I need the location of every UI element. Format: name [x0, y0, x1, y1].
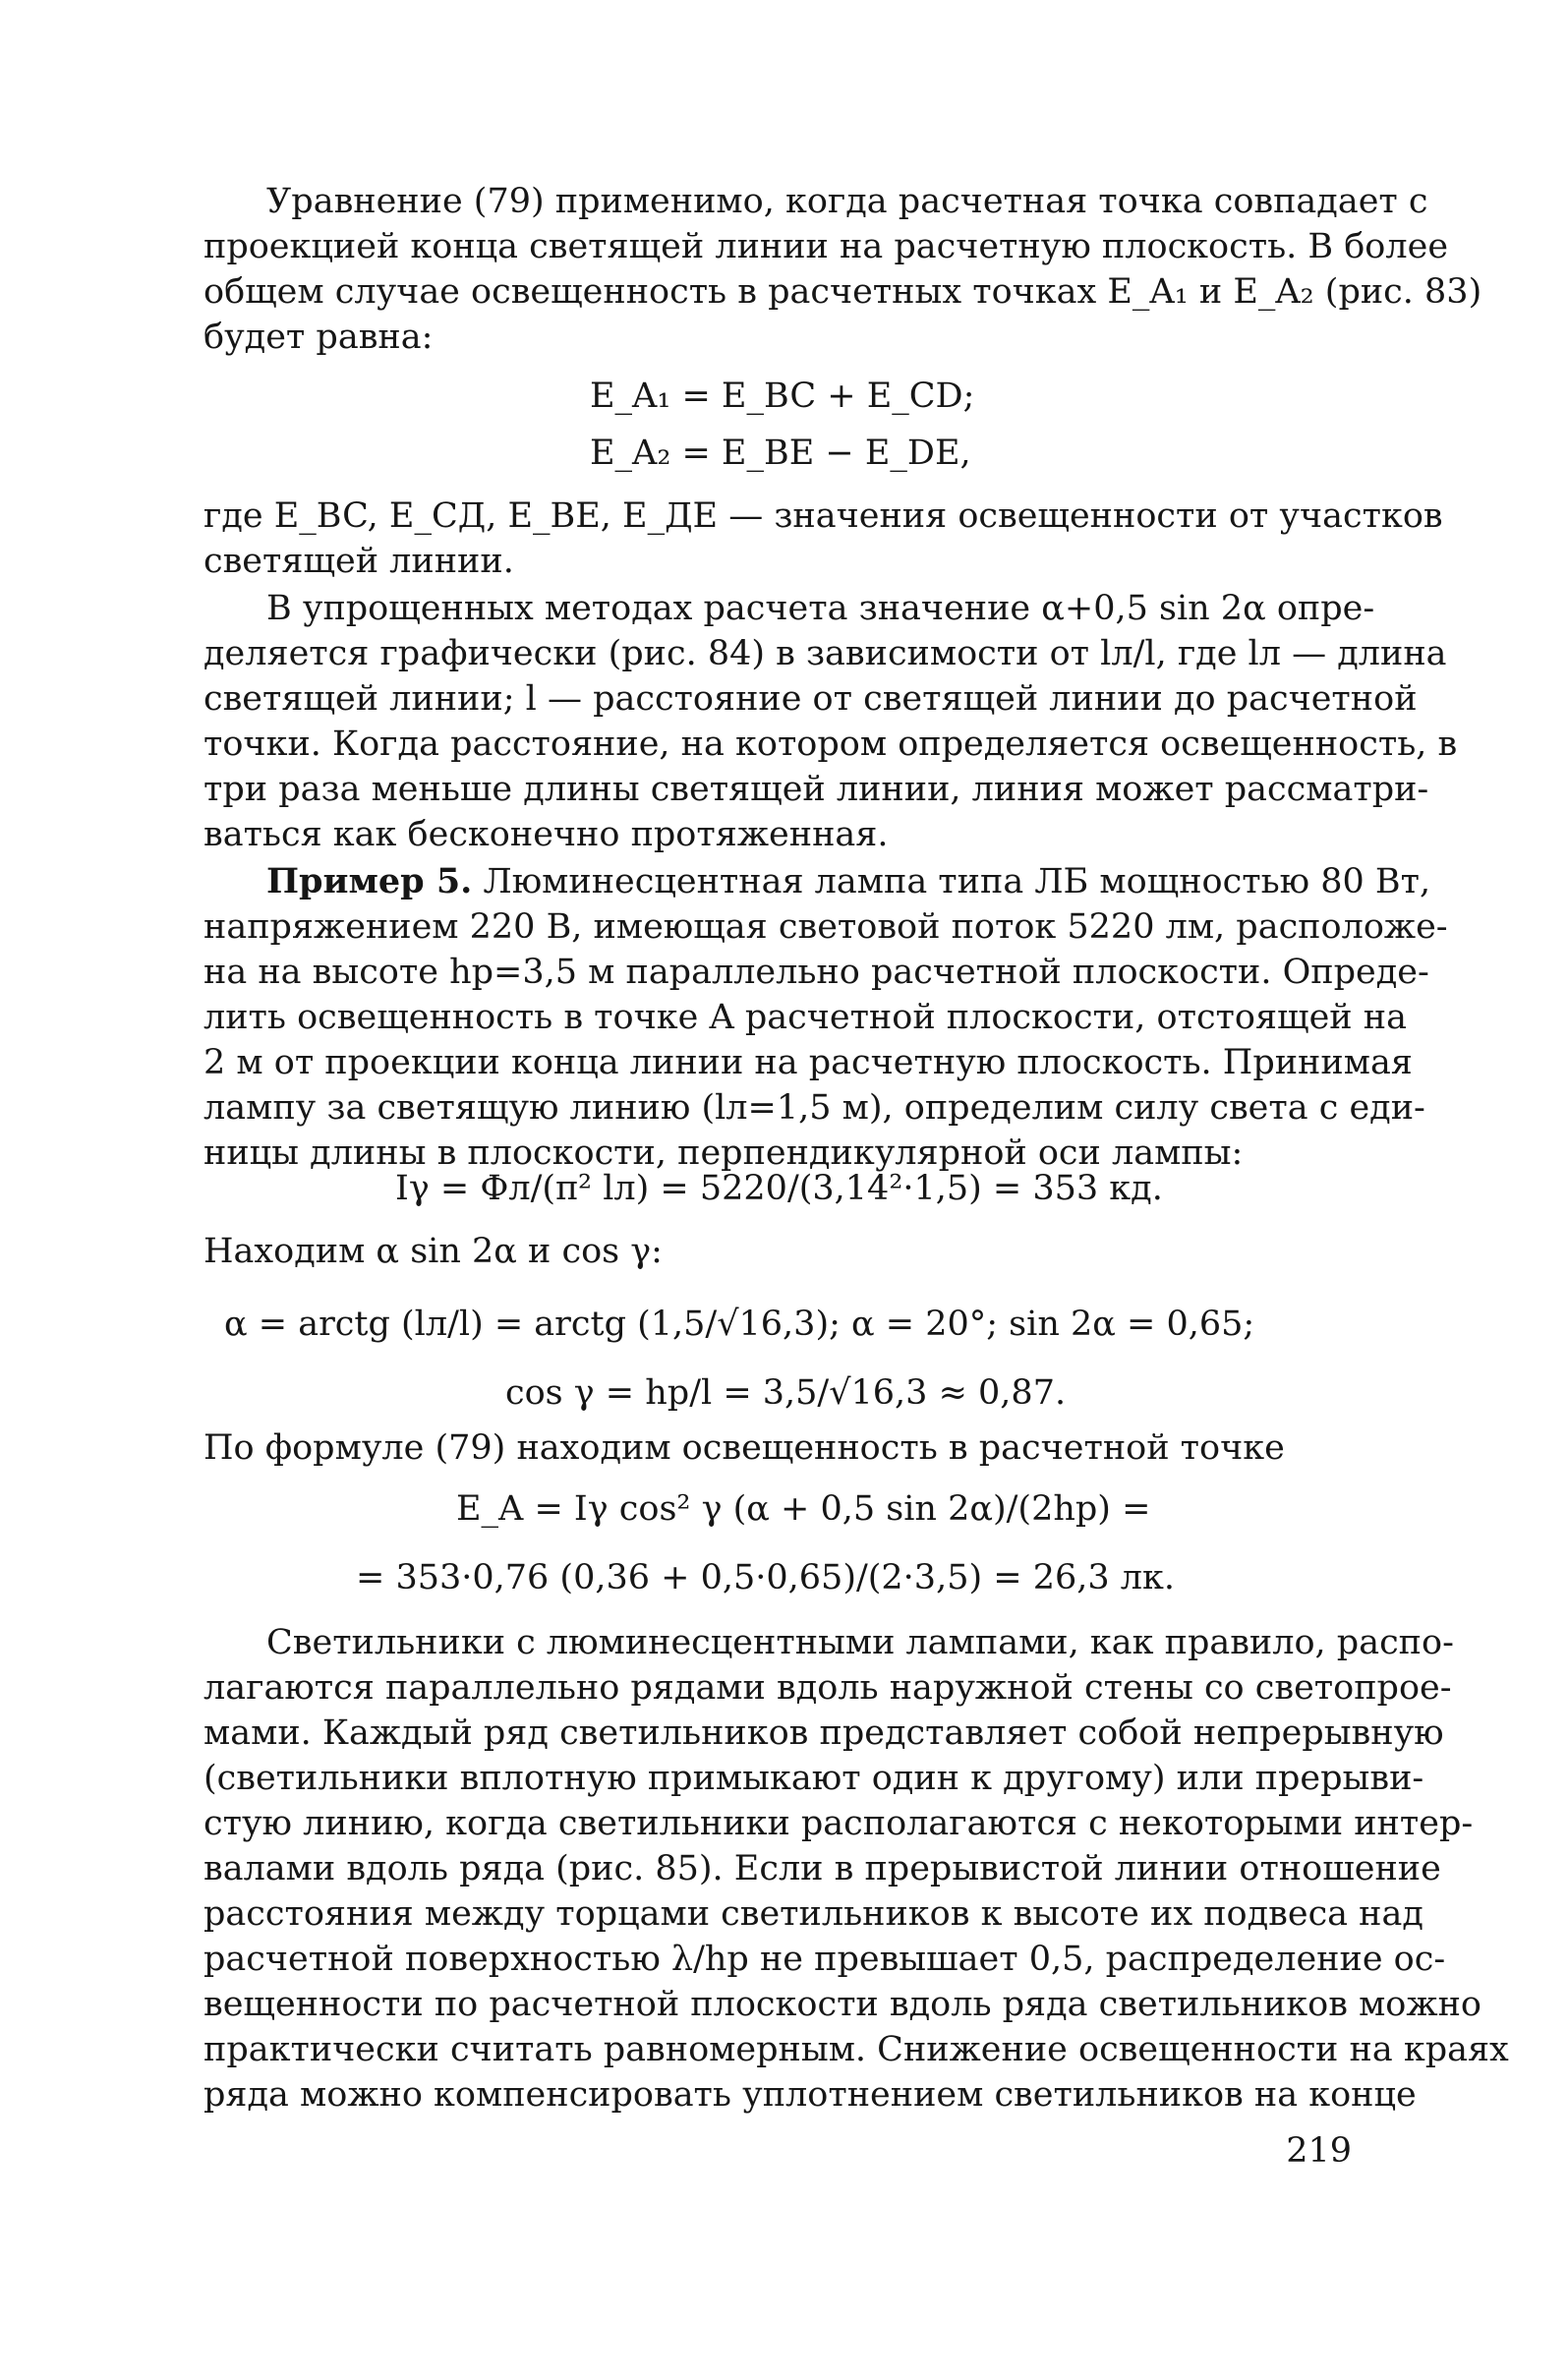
text-line: вещенности по расчетной плоскости вдоль ряда светильников можно [203, 1985, 1481, 2024]
example-paragraph [203, 859, 1448, 1176]
text-line: ницы длины в плоскости, перпендикулярной оси лампы: [203, 1133, 1244, 1173]
equation-5: cos γ = hр/l = 3,5/√16,3 ≈ 0,87. [505, 1373, 1067, 1413]
page-number: 219 [1286, 2131, 1352, 2171]
text-line: деляется графически (рис. 84) в зависимости от lл/l, где lл — длина [203, 634, 1447, 673]
text-line: стую линию, когда светильники располагаются с некоторыми интер- [203, 1804, 1474, 1843]
example-text: Люминесцентная лампа типа ЛБ мощностью 80 Вт, [472, 862, 1431, 901]
text-line: расстояния между торцами светильников к высоте их подвеса над [203, 1894, 1423, 1934]
text-line: В упрощенных методах расчета значение α+0,5 sin 2α опре- [266, 589, 1375, 628]
text-line: (светильники вплотную примыкают один к другому) или прерыви- [203, 1759, 1424, 1798]
text-line: напряжением 220 В, имеющая световой поток 5220 лм, расположе- [203, 907, 1448, 947]
text-line: где E_BC, E_СД, E_BE, E_ДЕ — значения освещенности от участков [203, 496, 1443, 536]
text-line: три раза меньше длины светящей линии, линия может рассматри- [203, 770, 1429, 809]
text-line: лагаются параллельно рядами вдоль наружной стены со светопрое- [203, 1668, 1452, 1708]
equation-2: E_A₂ = E_BE − E_DE, [590, 434, 971, 473]
equation-7: = 353·0,76 (0,36 + 0,5·0,65)/(2·3,5) = 26,3 лк. [356, 1558, 1175, 1597]
text-line [203, 859, 1431, 904]
equation-1: E_A₁ = E_BC + E_CD; [590, 377, 975, 416]
text-line: мами. Каждый ряд светильников представляет собой непрерывную [203, 1713, 1444, 1753]
text-line: ряда можно компенсировать уплотнением светильников на конце [203, 2075, 1417, 2115]
paragraph-5 [203, 1620, 1509, 2118]
formula-intro-line: По формуле (79) находим освещенность в расчетной точке [203, 1428, 1285, 1468]
text-line: лить освещенность в точке A расчетной плоскости, отстоящей на [203, 998, 1407, 1037]
text-line: светящей линии; l — расстояние от светящей линии до расчетной [203, 679, 1418, 719]
paragraph-2 [203, 493, 1443, 584]
text-line: светящей линии. [203, 542, 514, 581]
text-line: общем случае освещенность в расчетных точках E_A₁ и E_A₂ (рис. 83) [203, 272, 1482, 312]
equation-6: E_A = Iγ cos² γ (α + 0,5 sin 2α)/(2hр) = [456, 1489, 1151, 1529]
paragraph-1 [203, 179, 1482, 360]
text-line: Уравнение (79) применимо, когда расчетная точка совпадает с [266, 182, 1428, 221]
text-line: точки. Когда расстояние, на котором определяется освещенность, в [203, 725, 1458, 764]
equation-3: Iγ = Фл/(π² lл) = 5220/(3,14²·1,5) = 353 кд. [395, 1169, 1163, 1208]
text-line: будет равна: [203, 318, 434, 357]
paragraph-3 [203, 586, 1458, 857]
example-label: Пример 5. [266, 861, 473, 901]
text-line: практически считать равномерным. Снижение освещенности на краях [203, 2030, 1509, 2069]
text-line: валами вдоль ряда (рис. 85). Если в прерывистой линии отношение [203, 1849, 1441, 1888]
text-line: лампу за светящую линию (lл=1,5 м), определим силу света с еди- [203, 1088, 1425, 1128]
text-line: на на высоте hр=3,5 м параллельно расчетной плоскости. Опреде- [203, 953, 1429, 992]
text-line: проекцией конца светящей линии на расчетную плоскость. В более [203, 227, 1449, 266]
text-line: ваться как бесконечно протяженная. [203, 815, 889, 854]
text-line: расчетной поверхностью λ/hр не превышает 0,5, распределение ос- [203, 1940, 1446, 1979]
alpha-intro-line: Находим α sin 2α и cos γ: [203, 1232, 663, 1271]
text-line: Светильники с люминесцентными лампами, как правило, распо- [266, 1623, 1454, 1662]
equation-4: α = arctg (lл/l) = arctg (1,5/√16,3); α = 20°; sin 2α = 0,65; [224, 1305, 1255, 1344]
text-line: 2 м от проекции конца линии на расчетную плоскость. Принимая [203, 1043, 1413, 1082]
